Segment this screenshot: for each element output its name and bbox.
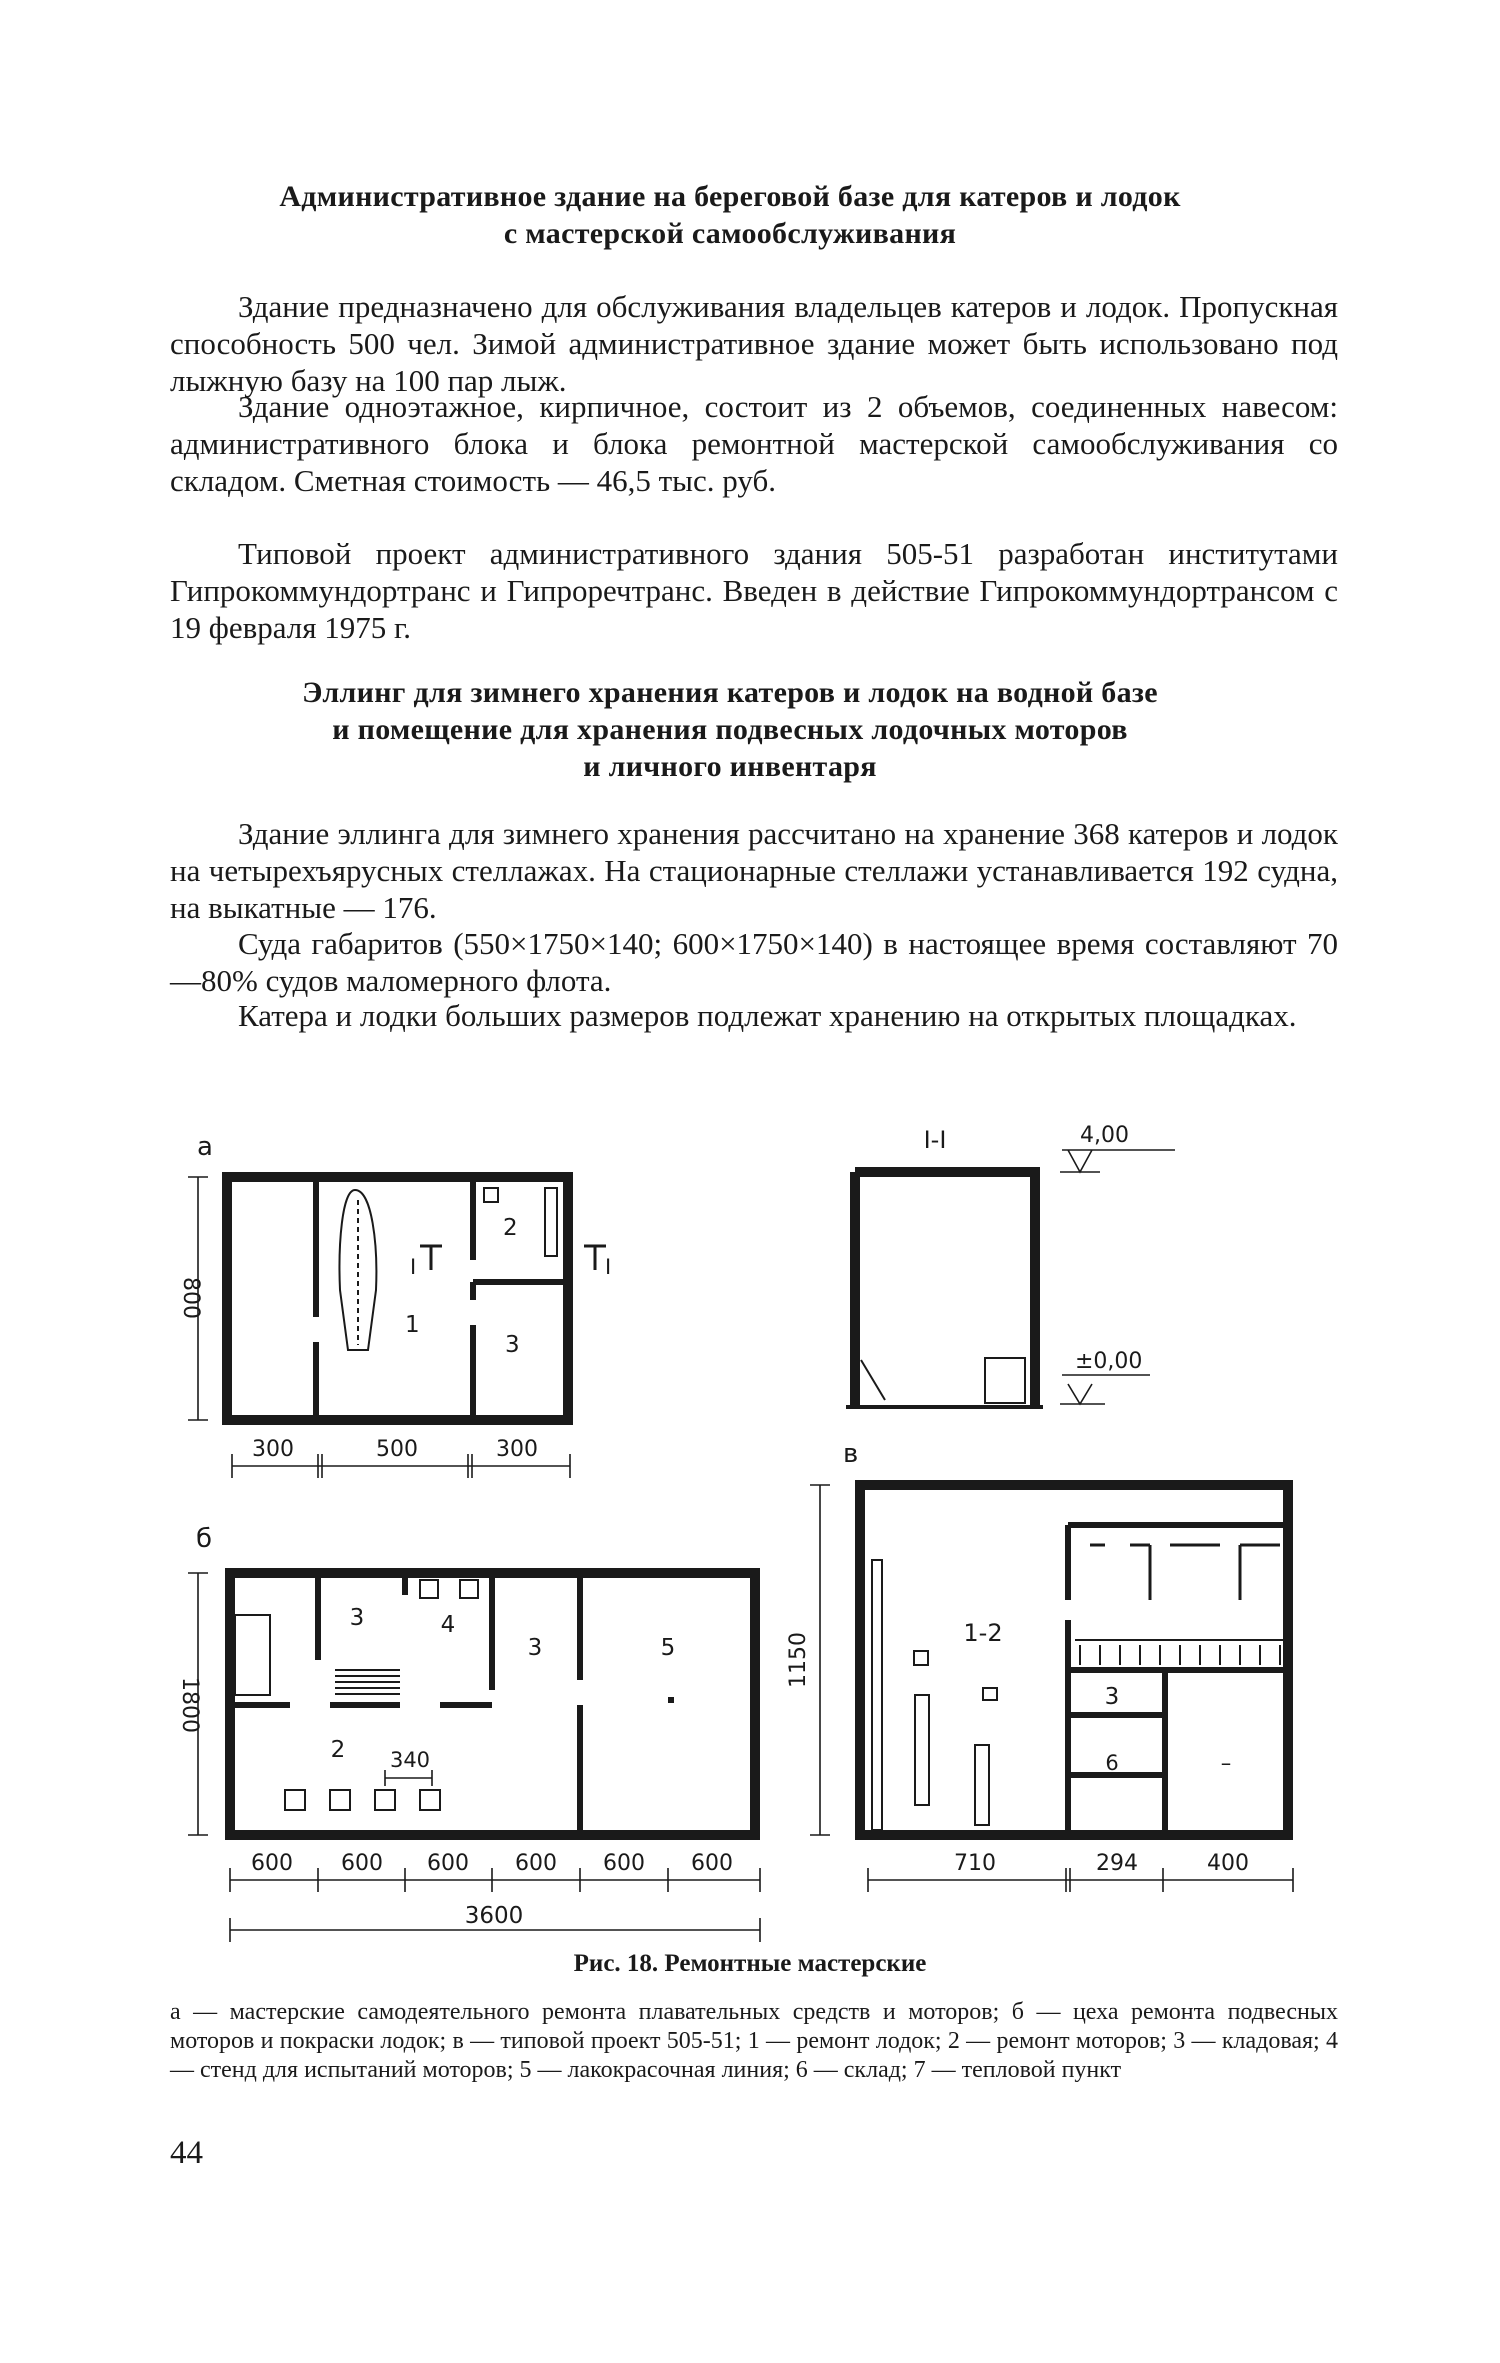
plan-v-width-dim: 400 (1207, 1851, 1249, 1876)
plan-v-lockers (1075, 1640, 1285, 1665)
plan-b-width-dim: 600 (341, 1851, 383, 1876)
plan-v-room-label: 3 (1104, 1684, 1120, 1710)
plan-v-height-dim: 1150 (786, 1632, 811, 1688)
plan-b-workbench (285, 1790, 305, 1810)
plan-a-room-label: 2 (503, 1215, 518, 1241)
plan-a-section-mark: I (605, 1255, 612, 1279)
plan-a-width-dim: 500 (376, 1437, 418, 1462)
plan-v-width-dim: 294 (1096, 1851, 1138, 1876)
paragraph: Здание одноэтажное, кирпичное, состоит из 2 объемов, соединенных навесом: административного блока и блока ремонтной мастерской самообслуживания со складом. Сметная стоимость — 46,5 тыс. руб. (170, 389, 1338, 498)
plan-a-section-mark: I (410, 1255, 417, 1279)
plan-a-partitions (316, 1177, 473, 1420)
heading-line: Административное здание на береговой базе для катеров и лодок (279, 180, 1181, 213)
plan-b-column-marker (668, 1697, 674, 1703)
plan-b-total-dim: 3600 (464, 1903, 524, 1929)
plan-b-stair (335, 1670, 400, 1694)
plan-b-width-dim: 600 (603, 1851, 645, 1876)
plan-v-room-label: 1-2 (963, 1619, 1003, 1647)
plan-v-rack (872, 1560, 882, 1830)
plan-v-width-dim: 710 (954, 1851, 996, 1876)
plan-v-fixture (914, 1651, 928, 1665)
plan-b-bench (235, 1615, 270, 1695)
plan-v-room-label: – (1220, 1751, 1232, 1775)
plan-b-width-dim: 600 (251, 1851, 293, 1876)
plan-b-width-dim: 600 (515, 1851, 557, 1876)
heading-line: с мастерской самообслуживания (503, 217, 957, 250)
plan-v-toilet-partitions (1090, 1545, 1280, 1600)
paragraph: Катера и лодки больших размеров подлежат хранению на открытых площадках. (238, 998, 1297, 1033)
plan-v-fixture (983, 1688, 997, 1700)
section-title: I-I (923, 1126, 947, 1154)
plan-a (178, 1132, 611, 1478)
plan-b-workbench (330, 1790, 350, 1810)
plan-b-cabinet (420, 1580, 438, 1598)
plan-v-letter: в (843, 1439, 859, 1469)
plan-b-room-label: 2 (330, 1737, 346, 1763)
plan-a-partitions-room3 (473, 1282, 568, 1420)
plan-v-height-dimension-line (810, 1485, 830, 1835)
plan-b-workbench (420, 1790, 440, 1810)
plan-v-room-label: 6 (1105, 1751, 1119, 1775)
figure-caption: Рис. 18. Ремонтные мастерские (573, 1950, 927, 1977)
section-I-I (846, 1123, 1175, 1407)
plan-v-service-partitions (1068, 1525, 1288, 1835)
plan-b-width-dim: 600 (691, 1851, 733, 1876)
plan-b-width-dim: 600 (427, 1851, 469, 1876)
plan-b-room-label: 3 (527, 1635, 543, 1661)
plan-b-room-label: 3 (349, 1605, 365, 1631)
plan-b-workbench (375, 1790, 395, 1810)
page-number: 44 (170, 2135, 203, 2171)
paragraph: Суда габаритов (550×1750×140; 600×1750×140) в настоящее время составляют 70—80% судов маломерного флота. (170, 926, 1338, 998)
section-equipment (985, 1358, 1025, 1403)
plan-a-room-label: 3 (505, 1332, 520, 1358)
plan-a-width-dim: 300 (496, 1437, 538, 1462)
section-stair (861, 1360, 885, 1400)
plan-a-letter: а (197, 1132, 213, 1162)
base-level-mark: ±0,00 (1075, 1349, 1143, 1374)
plan-b-cabinet (460, 1580, 478, 1598)
plan-b-width-dimension-line (230, 1868, 760, 1892)
plan-b-height-dim: 1800 (177, 1677, 202, 1733)
plan-b-letter: б (196, 1524, 213, 1554)
plan-v-outer-walls (860, 1485, 1288, 1835)
plan-b-room-label: 4 (440, 1612, 456, 1638)
top-level-mark: 4,00 (1080, 1123, 1129, 1148)
plan-a-width-dim: 300 (252, 1437, 294, 1462)
heading-line: и помещение для хранения подвесных лодочных моторов (332, 713, 1128, 746)
plan-v-rack (975, 1745, 989, 1825)
section-walls (855, 1172, 1035, 1407)
base-level-marker (1060, 1375, 1150, 1404)
plan-b-room-label: 5 (660, 1635, 676, 1661)
plan-b (177, 1524, 760, 1942)
paragraph: Здание эллинга для зимнего хранения рассчитано на хранение 368 катеров и лодок на четырехъярусных стеллажах. На стационарные стеллажи устанавливается 192 судна, на выкатные — 176. (170, 816, 1338, 925)
plan-a-room-label: 1 (405, 1312, 420, 1338)
heading-line: Эллинг для зимнего хранения катеров и лодок на водной базе (302, 676, 1158, 709)
figure-legend: а — мастерские самодеятельного ремонта плавательных средств и моторов; б — цеха ремонта подвесных моторов и покраски лодок; в — типовой проект 505-51; 1 — ремонт лодок; 2 — ремонт моторов; 3 — кладовая; 4 — стенд для испытаний моторов; 5 — лакокрасочная линия; 6 — склад; 7 — тепловой пункт (170, 1999, 1338, 2083)
plan-b-inner-dim: 340 (389, 1748, 431, 1772)
plan-a-bench (545, 1188, 557, 1256)
heading-line: и личного инвентаря (583, 750, 877, 783)
plan-a-section-cut-markers (420, 1246, 606, 1270)
paragraph: Типовой проект административного здания 505-51 разработан институтами Гипрокоммундортранс и Гипроречтранс. Введен в действие Гипрокоммундортрансом с 19 февраля 1975 г. (170, 536, 1338, 645)
plan-v (786, 1439, 1293, 1892)
plan-a-fixture (484, 1188, 498, 1202)
plan-a-outer-walls (227, 1177, 568, 1420)
plan-v-rack (915, 1695, 929, 1805)
plan-b-inner-dimension-line (385, 1770, 432, 1786)
plan-a-height-dim: 800 (178, 1277, 203, 1319)
paragraph: Здание предназначено для обслуживания владельцев катеров и лодок. Пропускная способность 500 чел. Зимой административное здание может быть использовано под лыжную базу на 100 пар лыж. (170, 289, 1338, 398)
top-level-marker (1060, 1150, 1175, 1172)
